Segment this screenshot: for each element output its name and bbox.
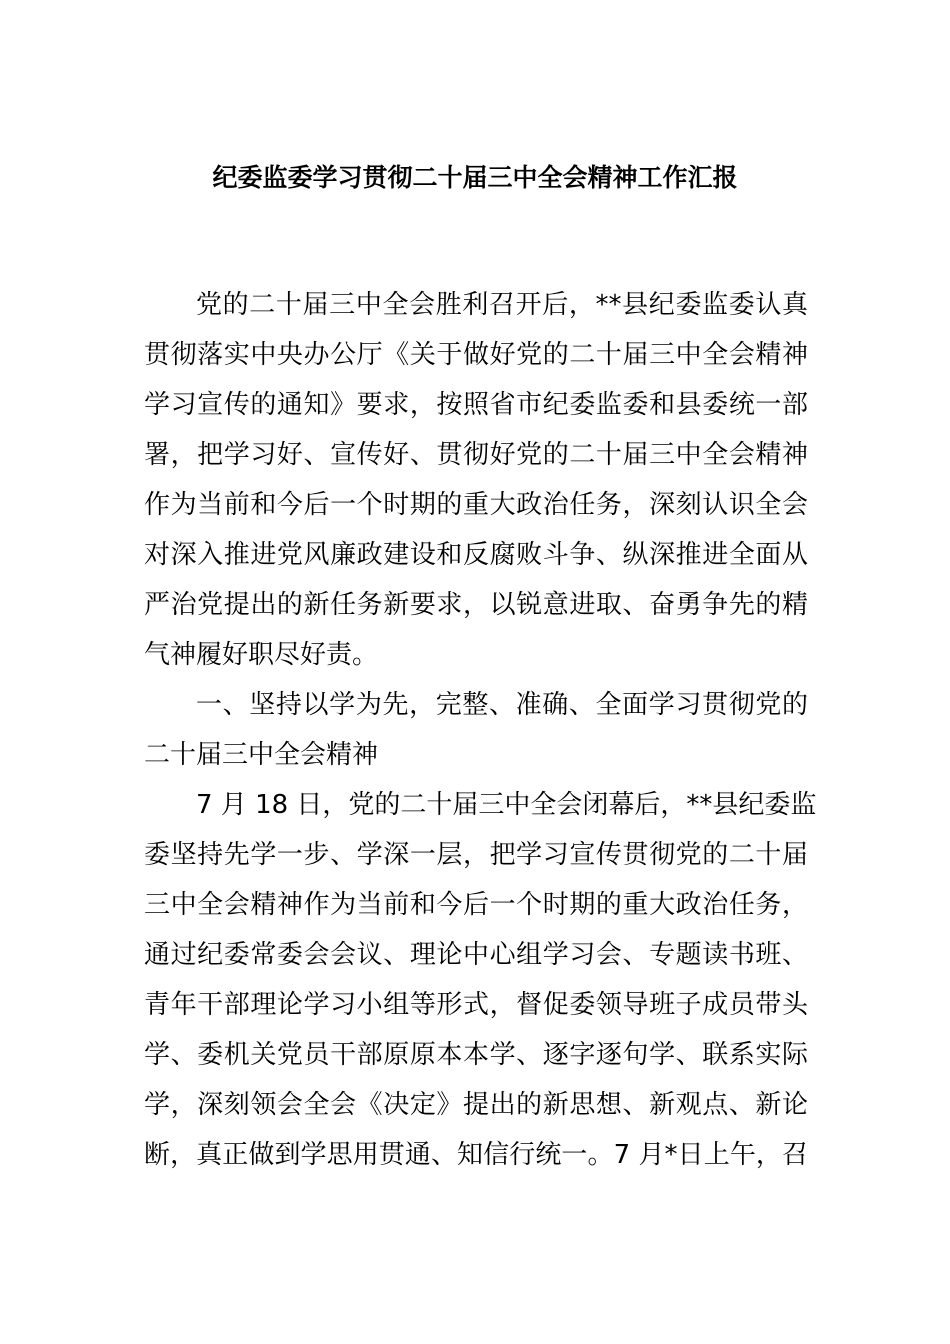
body-line: 二十届三中全会精神	[144, 740, 379, 770]
body-line: 党的二十届三中全会胜利召开后，**县纪委监委认真	[196, 290, 808, 320]
body-line: 青年干部理论学习小组等形式，督促委领导班子成员带头	[144, 990, 808, 1020]
document-body	[144, 280, 817, 1180]
body-line: 署，把学习好、宣传好、贯彻好党的二十届三中全会精神	[144, 440, 808, 470]
body-line: 学，深刻领会全会《决定》提出的新思想、新观点、新论	[144, 1090, 808, 1120]
body-line: 学习宣传的通知》要求，按照省市纪委监委和县委统一部	[144, 390, 808, 420]
body-line: 三中全会精神作为当前和今后一个时期的重大政治任务，	[144, 890, 808, 920]
body-line: 委坚持先学一步、学深一层，把学习宣传贯彻党的二十届	[144, 840, 808, 870]
body-line: 7 月 18 日，党的二十届三中全会闭幕后，**县纪委监	[196, 790, 817, 820]
body-line: 学、委机关党员干部原原本本学、逐字逐句学、联系实际	[144, 1040, 808, 1070]
body-line: 通过纪委常委会会议、理论中心组学习会、专题读书班、	[144, 940, 808, 970]
body-line: 断，真正做到学思用贯通、知信行统一。7 月*日上午，召	[144, 1140, 808, 1170]
body-line: 作为当前和今后一个时期的重大政治任务，深刻认识全会	[144, 490, 808, 520]
body-line: 严治党提出的新任务新要求，以锐意进取、奋勇争先的精	[144, 590, 808, 620]
body-line: 贯彻落实中央办公厅《关于做好党的二十届三中全会精神	[144, 340, 808, 370]
body-line: 对深入推进党风廉政建设和反腐败斗争、纵深推进全面从	[144, 540, 808, 570]
body-line: 一、坚持以学为先，完整、准确、全面学习贯彻党的	[196, 690, 808, 720]
document-title: 纪委监委学习贯彻二十届三中全会精神工作汇报	[212, 163, 738, 192]
body-line: 气神履好职尽好责。	[144, 640, 379, 670]
